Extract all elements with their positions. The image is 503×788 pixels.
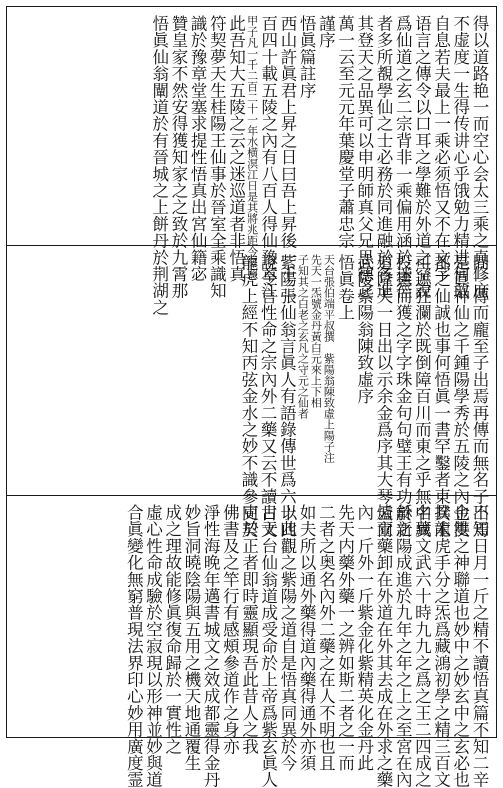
- text-column: 爐立藥卸在外道在外其去成在外求之藥: [373, 504, 393, 788]
- text-column: 西山許眞君上昇之日曰吾上昇後一千二: [277, 15, 297, 299]
- text-column: 合眞變化無窮普現法界印心妙用廣度霊: [124, 504, 144, 788]
- text-column: 謹序: [316, 15, 336, 49]
- text-column: 符契夢天生桂陽王仙事於晉室全乘識知: [207, 15, 227, 299]
- text-column: 識於豫章堂塞求提性悟真出宮仙籍宓: [188, 15, 208, 283]
- text-column: 揆龍虎手分之炁爲藏鴻初學之精三百文: [431, 504, 451, 788]
- text-column: 金雙之神聯道也妙中之妙玄中之玄必也: [450, 504, 470, 788]
- text-column: 百四十載五陵之內有八百人得仙豫章江: [258, 15, 278, 299]
- text-column: 龍虎上經不知丙弦金水之妙不識參同契: [238, 254, 258, 538]
- lower-columns: [15, 504, 489, 788]
- text-column: 天台張伯端平叔撰 紫陽翁陳致虛上陽子注: [322, 254, 336, 463]
- text-column: 如夫所以通外藥得道內藥得通外亦須: [297, 504, 317, 772]
- text-column: 不知日月一斤之精不讀悟真篇不知二辛: [470, 504, 489, 788]
- text-column: 成之理故能修眞復命歸於一實性之: [162, 504, 182, 755]
- text-column: 其登天之品異可以申明師真父兄思德之: [354, 15, 374, 299]
- text-column: 子知其之白老之玄凡之守元之仙者: [296, 254, 310, 419]
- text-column: 萬一云至元元年葉慶堂子蕭忠宗: [335, 15, 355, 249]
- text-column: 可遮狂瀾於既倒障百川而東之乎無名異: [412, 254, 432, 538]
- text-column: 悟眞仙翁闡道於有晉城之上餅丹於荆湖之: [149, 15, 169, 316]
- text-column: 悟眞卷上: [335, 254, 355, 321]
- text-column: 妙旨洞曉陰陽與五用之機天地通覆生: [181, 504, 201, 772]
- middle-columns: [15, 254, 489, 538]
- text-column: 紫陽張仙翁言眞人有語錄傳世爲六十四: [277, 254, 297, 538]
- text-column: 甲子凡一千二百二十一年水横溟江日是其將兆距今澤照: [245, 15, 259, 279]
- text-column: 內一斤外一斤紫金化紫精英化金丹此: [354, 504, 374, 772]
- text-column: 语言之傳令以口耳之學難於外道之空說: [412, 15, 432, 299]
- text-column: 虛心性命成驗於空寂現以形神並妙與道: [143, 504, 163, 788]
- text-column: 悟眞篇註序: [297, 15, 317, 99]
- text-column: 此吾知大五陵之云之迷巡道者非悟真: [226, 15, 246, 283]
- lower-panel: [7, 496, 496, 788]
- text-column: 道隆天一日出以示余金爲序其大琴云爾: [373, 254, 393, 538]
- middle-panel: [7, 246, 496, 538]
- scripture-page: [6, 6, 497, 788]
- text-column: 說令言性命之宗內外二藥又云不讀古文: [258, 254, 278, 538]
- text-column: 武陵紫陽翁陳致虛序: [354, 254, 374, 405]
- text-column: 先天内藥外藥一之辨如斯二者之一而: [335, 504, 355, 772]
- text-column: 中藏文武六十時九九之爲之王二四成之: [412, 504, 432, 788]
- text-column: 都之仙誠也事何悟眞一書罕鑿者東其术: [431, 254, 451, 538]
- text-column: 得以道路艳一而空心会太三乘之真修庶: [470, 15, 489, 299]
- text-column: 以此觀之紫陽之道自是悟真同異於今: [277, 504, 297, 772]
- text-column: 佛書及之竿行有感頰參道作之身亦: [220, 504, 240, 755]
- text-column: 龢之陽成進於九年之年之上之至宮在內: [393, 504, 413, 788]
- text-column: 自息若夫最上一乘必须悟又不在文字: [431, 15, 451, 283]
- text-column: 先天一炁號金丹黃白元來上下相: [309, 254, 323, 408]
- text-column: 贊皇家不然安得獲知家之之致於九霄那: [168, 15, 188, 299]
- text-column: 吏於正者即時靈顯現吾此昔人之我: [239, 504, 259, 755]
- text-column: 二者之奥名內外二藥之在人不明也且: [316, 504, 336, 772]
- text-column: 爲仙道之玄二宗背非一乘偏用涵於迷徑: [393, 15, 413, 299]
- text-column: 不虚度一生得传讲心乎饿勉力精进何敢: [450, 15, 470, 299]
- text-column: 者多所覩學仙之士必務於同進融於各進: [373, 15, 393, 299]
- text-column: 日天台仙翁道成受命於上帝爲紫玄眞人: [258, 504, 278, 788]
- text-column: 投憲而獲之字字珠金句句璧王有功於新: [393, 254, 413, 538]
- text-column: 間一傳而龐至子出焉再傳而無名子出焉: [470, 254, 489, 538]
- text-column: 是眞神仙之千鍾陽學秀於五陵之內也洪: [450, 254, 470, 538]
- text-column: 淨性海晚年邁書城文之效成都靈得金丹: [201, 504, 221, 788]
